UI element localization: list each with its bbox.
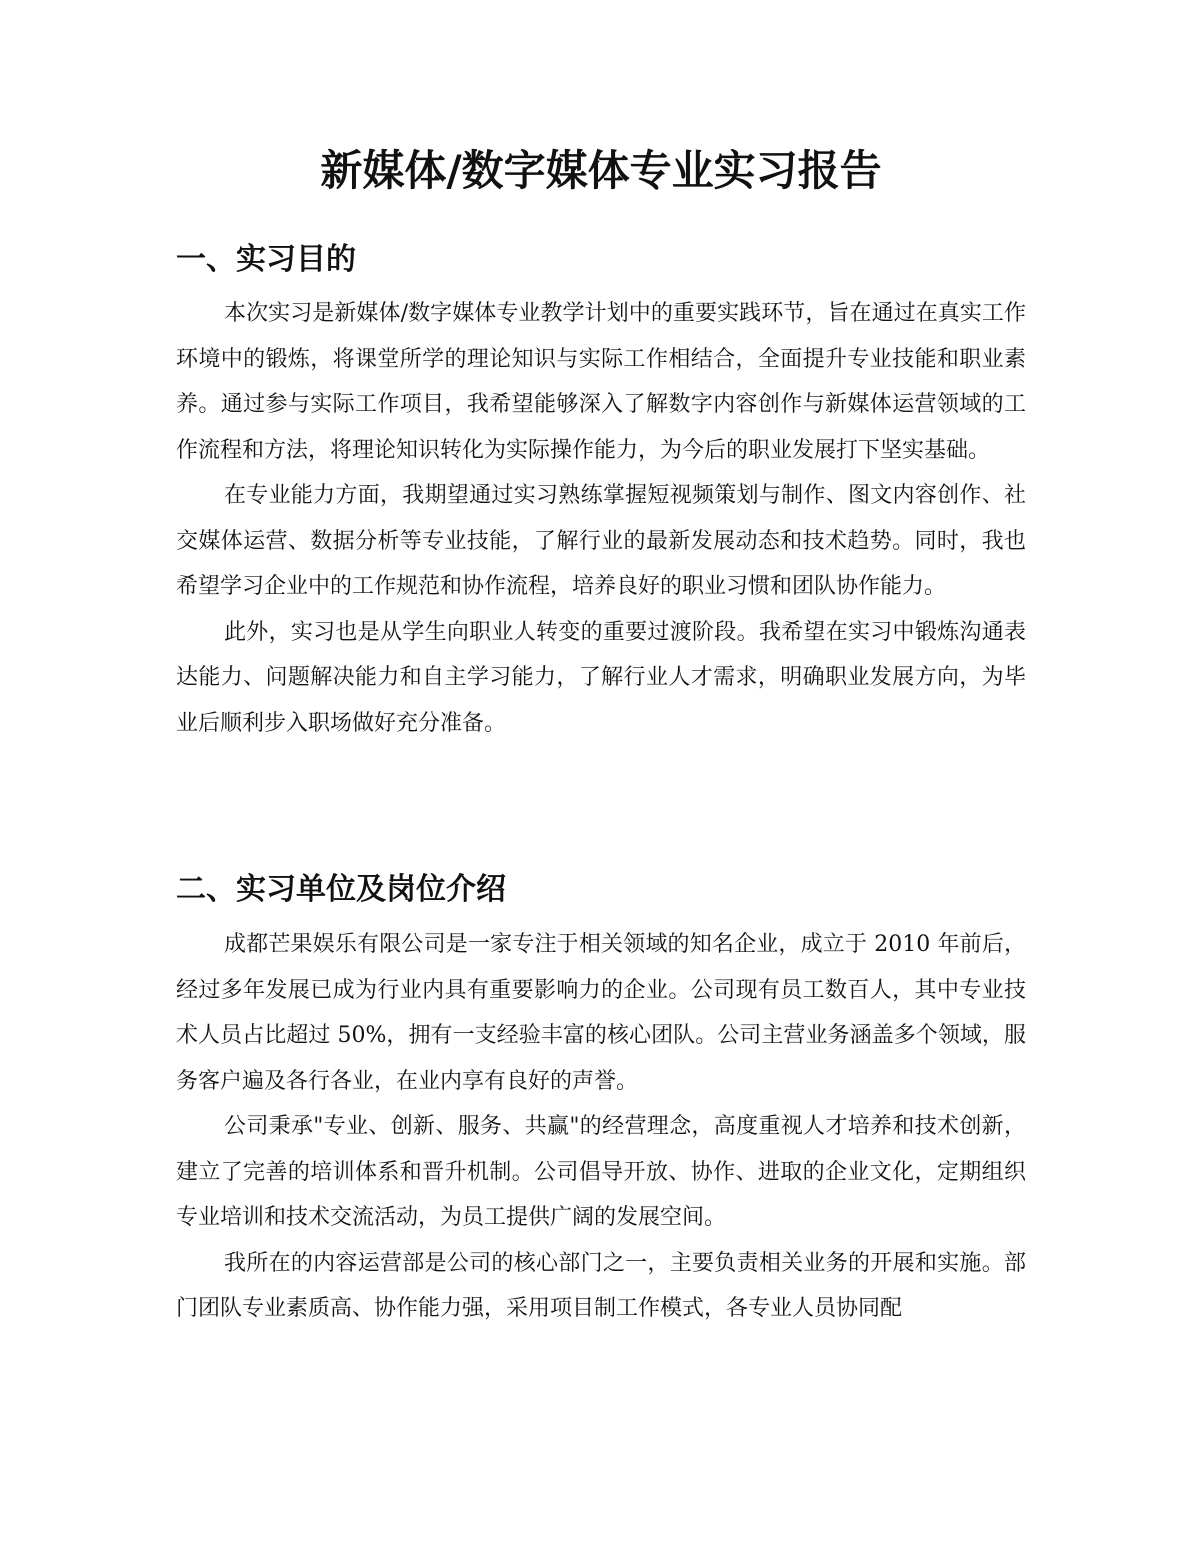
paragraph: 本次实习是新媒体/数字媒体专业教学计划中的重要实践环节，旨在通过在真实工作环境中的锻炼，将课堂所学的理论知识与实际工作相结合，全面提升专业技能和职业素养。通过参与实际工作项目，我希望能够深入了解数字内容创作与新媒体运营领域的工作流程和方法，将理论知识转化为实际操作能力，为今后的职业发展打下坚实基础。 [176,301,1026,463]
paragraph: 此外，实习也是从学生向职业人转变的重要过渡阶段。我希望在实习中锻炼沟通表达能力、问题解决能力和自主学习能力，了解行业人才需求，明确职业发展方向，为毕业后顺利步入职场做好充分准备。 [176,619,1026,736]
paragraph: 公司秉承"专业、创新、服务、共赢"的经营理念，高度重视人才培养和技术创新，建立了完善的培训体系和晋升机制。公司倡导开放、协作、进取的企业文化，定期组织专业培训和技术交流活动，为员工提供广阔的发展空间。 [176,1114,1026,1230]
paragraph: 在专业能力方面，我期望通过实习熟练掌握短视频策划与制作、图文内容创作、社交媒体运营、数据分析等专业技能，了解行业的最新发展动态和技术趋势。同时，我也希望学习企业中的工作规范和协作流程，培养良好的职业习惯和团队协作能力。 [176,483,1026,599]
paragraph: 成都芒果娱乐有限公司是一家专注于相关领域的知名企业，成立于 2010 年前后，经过多年发展已成为行业内具有重要影响力的企业。公司现有员工数百人，其中专业技术人员占比超过 50%，拥有一支经验丰富的核心团队。公司主营业务涵盖多个领域，服务客户遍及各行各业，在业内享有良好的声誉。 [176,932,1026,1094]
section-body-company [176,922,1026,1332]
document-title: 新媒体/数字媒体专业实习报告 [320,146,882,195]
section-body-purpose [176,291,1026,746]
section-heading-purpose: 一、实习目的 [176,242,356,277]
paragraph: 我所在的内容运营部是公司的核心部门之一，主要负责相关业务的开展和实施。部门团队专业素质高、协作能力强，采用项目制工作模式，各专业人员协同配 [176,1250,1026,1321]
section-heading-company: 二、实习单位及岗位介绍 [176,872,506,907]
